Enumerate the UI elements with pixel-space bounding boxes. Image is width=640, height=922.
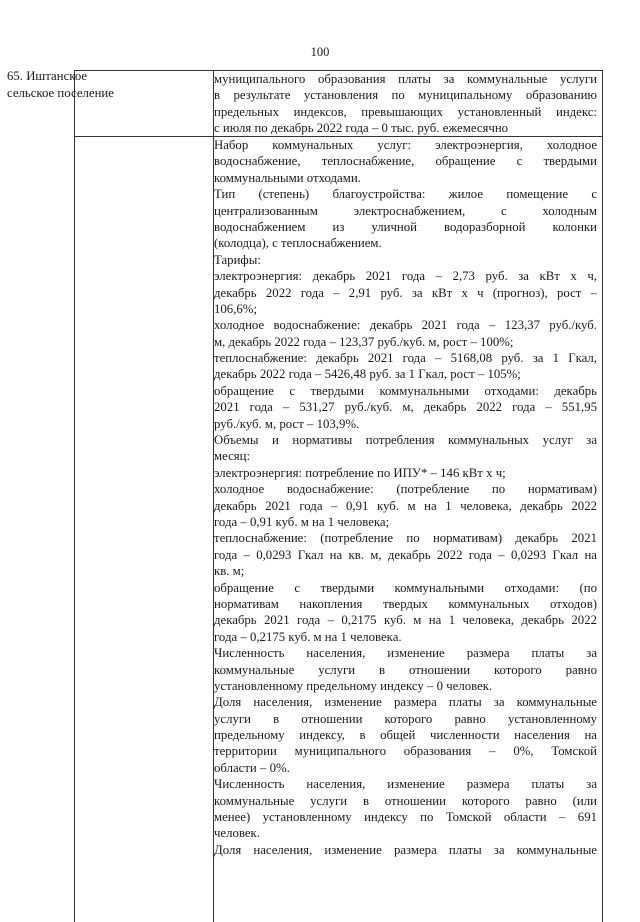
text-line: (колодца), с теплоснабжением. (214, 236, 382, 251)
text-line: коммунальные услуги в отношении которого равно (или (214, 793, 597, 808)
text-line: декабрь 2021 года – 0,2175 куб. м на 1 человека, декабрь 2022 (214, 613, 597, 628)
text-line: холодное водоснабжение: декабрь 2021 года – 123,37 руб./куб. (214, 318, 597, 333)
text-line: м, декабрь 2022 года – 123,37 руб./куб. м, рост – 100%; (214, 334, 514, 349)
text-line: Набор коммунальных услуг: электроэнергия, холодное (214, 138, 597, 152)
text-line: декабрь 2022 года – 2,91 руб. за кВт х ч (прогноз), рост – (214, 285, 597, 300)
municipality-name (7, 68, 133, 102)
text-line: предельному индексу, в общей численности населения на (214, 728, 597, 743)
text-line: области – 0%. (214, 760, 290, 775)
text-line: предельных индексов, превышающих установленный индекс: (214, 104, 597, 119)
text-line: года – 0,0293 Гкал на кв. м, декабрь 2022 года – 0,0293 Гкал на (214, 547, 597, 562)
text-line: месяц: (214, 449, 251, 464)
text-line: услуги в отношении которого равно установленному (214, 711, 597, 726)
text-line: обращение с твердыми коммунальными отходами: декабрь (214, 383, 597, 398)
text-line: менее) установленному индексу по Томской области – 691 (214, 810, 597, 825)
municipality-name-line: 65. Иштанское (7, 69, 88, 83)
page-number: 100 (310, 45, 330, 59)
text-line: электроэнергия: декабрь 2021 года – 2,73 руб. за кВт х ч, (214, 269, 597, 284)
text-line: человек. (214, 826, 260, 841)
text-line: года – 0,91 куб. м на 1 человека; (214, 514, 390, 529)
municipality-name-line: сельское поселение (7, 86, 114, 100)
text-line: 2021 года – 531,27 руб./куб. м, декабрь 2022 года – 551,95 (214, 400, 597, 415)
text-line: 106,6%; (214, 301, 258, 316)
text-line: Объемы и нормативы потребления коммунальных услуг за (214, 433, 597, 448)
text-line: коммунальные услуги в отношении которого равно (214, 662, 597, 677)
text-line: руб./куб. м, рост – 103,9%. (214, 416, 360, 431)
text-line: обращение с твердыми коммунальными отходами: (по (214, 580, 597, 595)
text-line: нормативам накопления твердых коммунальных отходов) (214, 596, 597, 611)
text-line: с июля по декабрь 2022 года – 0 тыс. руб. ежемесячно (214, 121, 509, 136)
municipality-details (214, 137, 597, 858)
text-line: Доля населения, изменение размера платы за коммунальные (214, 695, 597, 710)
previous-row-content (214, 71, 597, 137)
text-line: теплоснабжение: декабрь 2021 года – 5168,08 руб. за 1 Гкал, (214, 351, 597, 366)
text-line: года – 0,2175 куб. м на 1 человека. (214, 629, 402, 644)
text-line: в результате установления по муниципальному образованию (214, 88, 597, 103)
text-line: коммунальными отходами. (214, 170, 361, 185)
text-line: холодное водоснабжение: (потребление по нормативам) (214, 482, 597, 497)
text-line: водоснабжением из уличной водоразборной колонки (214, 219, 597, 234)
text-line: декабрь 2021 года – 0,91 куб. м на 1 человека, декабрь 2022 (214, 498, 597, 513)
text-line: установленному предельному индексу – 0 человек. (214, 678, 493, 693)
text-line: Тип (степень) благоустройства: жилое помещение с (214, 187, 597, 202)
text-line: Тарифы: (214, 252, 261, 267)
text-line: водоснабжение, теплоснабжение, обращение с твердыми (214, 154, 597, 169)
text-line: электроэнергия: потребление по ИПУ* – 146 кВт х ч; (214, 465, 506, 480)
text-line: централизованным электроснабжением, с холодным (214, 203, 597, 218)
text-line: Численность населения, изменение размера платы за (214, 646, 597, 661)
text-line: декабрь 2022 года – 5426,48 руб. за 1 Гкал, рост – 105%; (214, 367, 521, 382)
text-line: Доля населения, изменение размера платы за коммунальные (214, 842, 597, 857)
text-line: Численность населения, изменение размера платы за (214, 777, 597, 792)
text-line: кв. м; (214, 564, 245, 579)
text-line: территории муниципального образования – 0%, Томской (214, 744, 597, 759)
text-line: теплоснабжение: (потребление по нормативам) декабрь 2021 (214, 531, 597, 546)
text-line: муниципального образования платы за коммунальные услуги (214, 72, 597, 86)
